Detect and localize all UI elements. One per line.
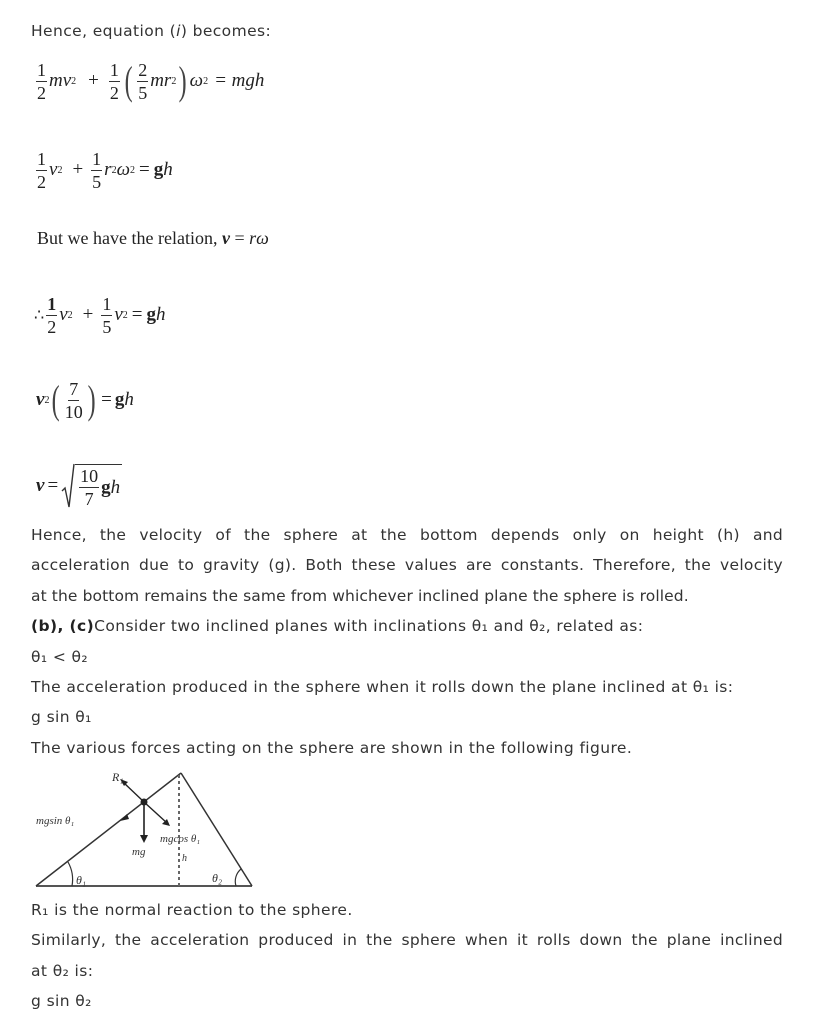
equals-sign: = [101, 389, 112, 410]
denominator: 5 [138, 82, 148, 103]
plus-sign: + [82, 304, 94, 325]
numerator: 1 [37, 148, 46, 169]
term-v: v [59, 304, 68, 325]
fraction-half-2 [109, 61, 120, 102]
left-paren: ( [124, 58, 133, 103]
equals-sign: = [131, 304, 143, 325]
relation-equals: = [229, 228, 250, 248]
velocity-explanation-line-2: acceleration due to gravity (g). Both these values are constants. Therefore, the velocity [31, 556, 783, 574]
denominator: 2 [47, 316, 57, 337]
plus-sign: + [72, 159, 84, 180]
relation-r-omega: rω [249, 228, 269, 248]
omega: ω [189, 70, 204, 91]
label-theta1: θ₁ [76, 873, 87, 887]
denominator: 10 [64, 401, 83, 422]
equation-velocity-result [36, 458, 122, 514]
therefore-symbol: ∴ [34, 307, 45, 324]
right-paren: ) [178, 58, 187, 103]
fraction-half [36, 61, 47, 102]
fraction-seven-tenths [65, 380, 83, 421]
r1-normal-reaction-note: R₁ is the normal reaction to the sphere. [31, 901, 353, 919]
radicand [75, 464, 122, 508]
relation-text: But we have the relation, [37, 228, 222, 248]
fraction-fifth [101, 295, 112, 336]
intro-text-before: Hence, equation ( [31, 22, 177, 40]
denominator: 2 [109, 82, 119, 103]
similarly-line-1: Similarly, the acceleration produced in the sphere when it rolls down the plane inclined [31, 931, 783, 949]
numerator: 7 [69, 378, 79, 399]
numerator: 1 [102, 293, 112, 314]
denominator: 5 [102, 316, 112, 337]
intro-text-after: ) becomes: [180, 22, 272, 40]
g-sin-theta1: g sin θ₁ [31, 708, 92, 726]
theta2-arc [235, 869, 241, 886]
exponent: 2 [44, 394, 50, 406]
rhs-h: h [163, 159, 173, 180]
denominator: 5 [92, 171, 102, 192]
term-v: v [36, 475, 45, 496]
term-v: v [49, 159, 58, 180]
exponent: 2 [71, 75, 77, 87]
theta1-arc [68, 862, 73, 886]
equation-v-squared-seven-tenths [36, 372, 134, 428]
label-mgcos: mgcos θ₁ [160, 833, 201, 845]
theta-relation: θ₁ < θ₂ [31, 648, 89, 666]
term-mr: mr [150, 70, 172, 91]
term-v: v [114, 304, 123, 325]
numerator: 1 [37, 59, 46, 80]
intro-italic-i: i [176, 22, 181, 40]
denominator: 7 [84, 489, 94, 509]
fraction-fifth [91, 150, 102, 191]
label-h: h [182, 853, 187, 864]
rhs-mgh: = mgh [214, 70, 265, 91]
normal-force-arrow [123, 782, 144, 802]
label-r1: R₁ [112, 770, 124, 784]
acceleration-theta1-text: The acceleration produced in the sphere when it rolls down the plane inclined at θ₁ is: [31, 678, 734, 696]
relation-v: v [221, 228, 230, 248]
numerator: 10 [80, 466, 99, 486]
fraction-half [36, 150, 47, 191]
velocity-explanation-line-1: Hence, the velocity of the sphere at the bottom depends only on height (h) and [31, 526, 783, 544]
label-theta2: θ₂ [212, 871, 223, 885]
equation-energy-simplified [34, 145, 173, 195]
exponent: 2 [171, 75, 177, 87]
weight-arrowhead-icon [140, 835, 148, 843]
exponent: 2 [129, 164, 135, 176]
plus-sign: + [88, 70, 99, 91]
exponent: 2 [67, 309, 73, 321]
h: h [110, 476, 121, 498]
fraction-two-fifths [137, 61, 148, 102]
intro-text [31, 22, 271, 40]
numerator: 2 [138, 59, 148, 80]
rhs-g: g [153, 159, 164, 180]
fraction-ten-sevenths [79, 467, 99, 508]
rhs-h: h [156, 304, 166, 325]
term-r: r [104, 159, 112, 180]
inclined-plane-figure [30, 765, 260, 893]
left-incline [36, 773, 181, 886]
forces-intro-text: The various forces acting on the sphere are shown in the following figure. [31, 739, 633, 757]
right-paren: ) [87, 377, 96, 422]
denominator: 2 [37, 171, 46, 192]
g: g [101, 476, 111, 498]
square-root [61, 463, 122, 509]
mgcos-arrow [144, 802, 167, 823]
rhs-h: h [124, 389, 134, 410]
equals-sign: = [138, 159, 150, 180]
right-incline [181, 773, 252, 886]
g-sin-theta2: g sin θ₂ [31, 992, 92, 1010]
part-bc-text: Consider two inclined planes with inclinations θ₁ and θ₂, related as: [94, 617, 644, 635]
numerator: 1 [109, 59, 119, 80]
numerator: 1 [47, 293, 57, 314]
term-mv: mv [49, 70, 72, 91]
term-v: v [36, 389, 45, 410]
rhs-g: g [146, 304, 156, 325]
label-mg: mg [132, 846, 146, 858]
equation-velocity-substituted [34, 290, 166, 340]
radical-sign-icon [61, 463, 75, 509]
exponent: 2 [122, 309, 128, 321]
part-label: (b), (c) [31, 617, 95, 635]
exponent: 2 [57, 164, 63, 176]
similarly-line-2: at θ₂ is: [31, 962, 94, 980]
part-bc-intro [31, 617, 643, 635]
velocity-explanation-line-3: at the bottom remains the same from whichever inclined plane the sphere is rolled. [31, 587, 689, 605]
exponent: 2 [111, 164, 117, 176]
rhs-g: g [114, 389, 125, 410]
label-mgsin: mgsin θ₁ [36, 815, 75, 827]
exponent: 2 [203, 75, 209, 87]
fraction-half [46, 295, 57, 336]
denominator: 2 [37, 82, 46, 103]
relation-line [37, 228, 269, 249]
numerator: 1 [92, 148, 102, 169]
left-paren: ( [52, 377, 61, 422]
omega: ω [116, 159, 130, 180]
equals-sign: = [47, 475, 59, 496]
equation-energy-mass [34, 52, 264, 110]
